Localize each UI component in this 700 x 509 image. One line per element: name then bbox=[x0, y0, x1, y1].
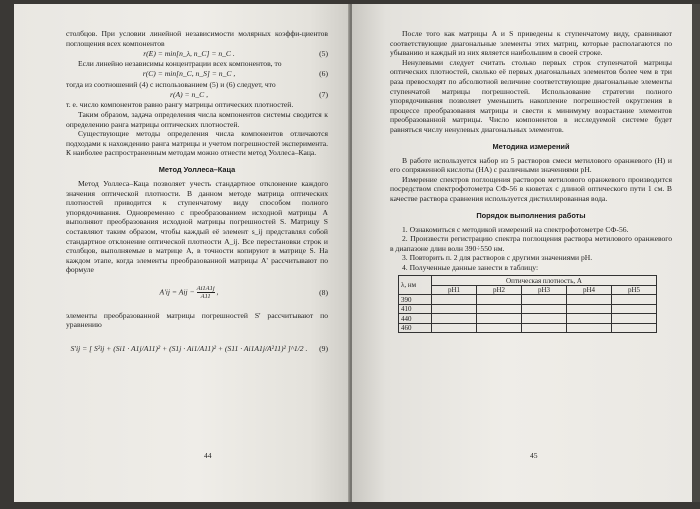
paragraph: Метод Уоллеса–Каца позволяет учесть стандартное отклонение каждого значения оптической плотности. В данном методе матрица оптических плотностей приводится к ступенчатому виду способом полного упорядочивания. Одновременно с преобразованием исходной матрицы A выполняют преобразования исходной матрицы погрешностей S. Матрицу S составляют таким образом, чтобы каждый её элемент s_ij представлял собой стандартное отклонение оптической плотности A_ij. Все перестановки строк и столбцов, выполняемые в матрице A, в точности копируют в матрице S. На каждом этапе, когда элементы преобразованной матрицы A' рассчитывают по формуле bbox=[66, 178, 328, 275]
table-cell bbox=[522, 314, 567, 324]
paragraph: В работе используется набор из 5 растворов смеси метилового оранжевого (H) и его сопряженной кислоты (HA) с различными значениями pH. bbox=[390, 155, 672, 175]
formula: r(C) = min[n_C, n_S] = n_C , bbox=[142, 69, 236, 79]
table-cell bbox=[612, 314, 657, 324]
list-item: 1. Ознакомиться с методикой измерений на спектрофотометре СФ-56. bbox=[402, 224, 629, 234]
data-table bbox=[398, 275, 657, 333]
equation-7 bbox=[66, 89, 328, 100]
equation-6 bbox=[66, 69, 328, 80]
equation-8 bbox=[66, 275, 328, 311]
section-heading: Порядок выполнения работы bbox=[476, 210, 586, 220]
equation-number: (8) bbox=[319, 288, 328, 298]
fraction bbox=[197, 285, 215, 300]
wavelength-header: λ, нм bbox=[399, 276, 432, 295]
table-cell bbox=[432, 314, 477, 324]
ph-header: pH2 bbox=[477, 285, 522, 295]
formula-lhs: A'ij = Aij − bbox=[159, 287, 195, 297]
table-cell bbox=[612, 295, 657, 305]
ph-header: pH3 bbox=[522, 285, 567, 295]
table-cell bbox=[477, 295, 522, 305]
table-cell bbox=[567, 314, 612, 324]
list-item: 4. Полученные данные занести в таблицу: bbox=[402, 262, 539, 272]
table-subheader-row bbox=[399, 285, 657, 295]
ph-header: pH5 bbox=[612, 285, 657, 295]
paragraph: элементы преобразованной матрицы погрешностей S' рассчитывают по уравнению bbox=[66, 310, 328, 330]
wavelength-cell: 460 bbox=[399, 323, 432, 333]
paragraph: Если линейно независимы концентрации всех компонентов, то bbox=[78, 59, 282, 69]
table-cell bbox=[522, 304, 567, 314]
list-item: 3. Повторить п. 2 для растворов с другими значениями pH. bbox=[402, 253, 593, 263]
paragraph: тогда из соотношений (4) с использованием (5) и (6) следует, что bbox=[66, 79, 276, 89]
table-cell bbox=[567, 323, 612, 333]
paragraph: Ненулевыми следует считать столько первых строк ступенчатой матрицы оптических плотностей, сколько её первых диагональных элементов более чем в три раза превосходят по абсолютной величине соответствующие диагональные элементы ступенчатой матрицы погрешностей. Использование стратегии полного упорядочивания позволяет уменьшить накопление погрешностей округления в процессе преобразования матрицы и свести к минимуму возрастание элементов преобразованной матрицы. Число компонентов в исследуемой системе будет равняться числу ненулевых диагональных элементов. bbox=[390, 57, 672, 134]
equation-number: (9) bbox=[319, 343, 328, 353]
wavelength-cell: 410 bbox=[399, 304, 432, 314]
section-heading: Метод Уоллеса–Каца bbox=[158, 164, 236, 174]
ph-header: pH4 bbox=[567, 285, 612, 295]
table-cell bbox=[432, 304, 477, 314]
equation-5 bbox=[66, 48, 328, 59]
table-row bbox=[399, 304, 657, 314]
table-cell bbox=[432, 295, 477, 305]
table-cell bbox=[477, 314, 522, 324]
formula: r(A) = n_C , bbox=[169, 89, 209, 99]
fraction-denominator: A11 bbox=[200, 293, 211, 301]
ph-header: pH1 bbox=[432, 285, 477, 295]
table-cell bbox=[612, 323, 657, 333]
page-number: 45 bbox=[530, 451, 538, 460]
equation-9 bbox=[66, 330, 328, 366]
right-page bbox=[352, 4, 692, 502]
equation-number: (6) bbox=[319, 69, 328, 79]
table-cell bbox=[432, 323, 477, 333]
table-row bbox=[399, 314, 657, 324]
paragraph: Таким образом, задача определения числа компонентов системы сводится к определению ранга матрицы оптических плотностей. bbox=[66, 109, 328, 129]
paragraph: После того как матрицы A и S приведены к ступенчатому виду, сравнивают соответствующие диагональные элементы этих матриц, которые располагаются по убыванию и каждый из них является наибольшим в своей строке. bbox=[390, 29, 672, 58]
table-cell bbox=[477, 304, 522, 314]
table-cell bbox=[477, 323, 522, 333]
equation-number: (7) bbox=[319, 89, 328, 99]
table-row bbox=[399, 323, 657, 333]
wavelength-cell: 440 bbox=[399, 314, 432, 324]
page-number: 44 bbox=[204, 451, 212, 460]
formula: S'ij = [ S²ij + (Si1 · A1j/A11)² + (S1j · Ai1/A11)² + (S11 · Ai1A1j/A²11)² ]^1/2 . bbox=[70, 343, 308, 353]
paragraph: Измерение спектров поглощения растворов метилового оранжевого производится посредством спектрофотометра СФ-56 в кюветах с длиной оптического пути 1 см. В качестве раствора сравнения используется дистиллированная вода. bbox=[390, 174, 672, 203]
optical-density-header: Оптическая плотность, A bbox=[432, 276, 657, 286]
table-cell bbox=[522, 323, 567, 333]
fraction-numerator: Ai1A1j bbox=[196, 285, 215, 293]
formula: r(E) = min[n_λ, n_C] = n_C . bbox=[143, 48, 235, 58]
formula bbox=[66, 285, 312, 300]
table-header-row bbox=[399, 276, 657, 286]
table-cell bbox=[567, 295, 612, 305]
equation-number: (5) bbox=[319, 48, 328, 58]
paragraph: Существующие методы определения числа компонентов отличаются подходами к нахождению ранга матрицы и учетом погрешностей эксперимента. К наиболее распространенным методам можно отнести метод Уоллеса–Каца. bbox=[66, 129, 328, 158]
formula-tail: , bbox=[216, 287, 219, 297]
paragraph: т. е. число компонентов равно рангу матрицы оптических плотностей. bbox=[66, 100, 294, 110]
section-heading: Методика измерений bbox=[492, 141, 570, 151]
table-cell bbox=[612, 304, 657, 314]
left-page bbox=[14, 4, 350, 502]
table-row bbox=[399, 295, 657, 305]
paragraph: столбцов. При условии линейной независимости молярных коэффи-циентов поглощения всех компонентов bbox=[66, 29, 328, 48]
page-edge bbox=[692, 4, 700, 502]
list-item: 2. Произвести регистрацию спектра поглощения раствора метилового оранжевого в диапазоне длин волн 390÷550 нм. bbox=[390, 234, 672, 253]
steps-list bbox=[390, 225, 672, 273]
table-cell bbox=[567, 304, 612, 314]
table-cell bbox=[522, 295, 567, 305]
wavelength-cell: 390 bbox=[399, 295, 432, 305]
